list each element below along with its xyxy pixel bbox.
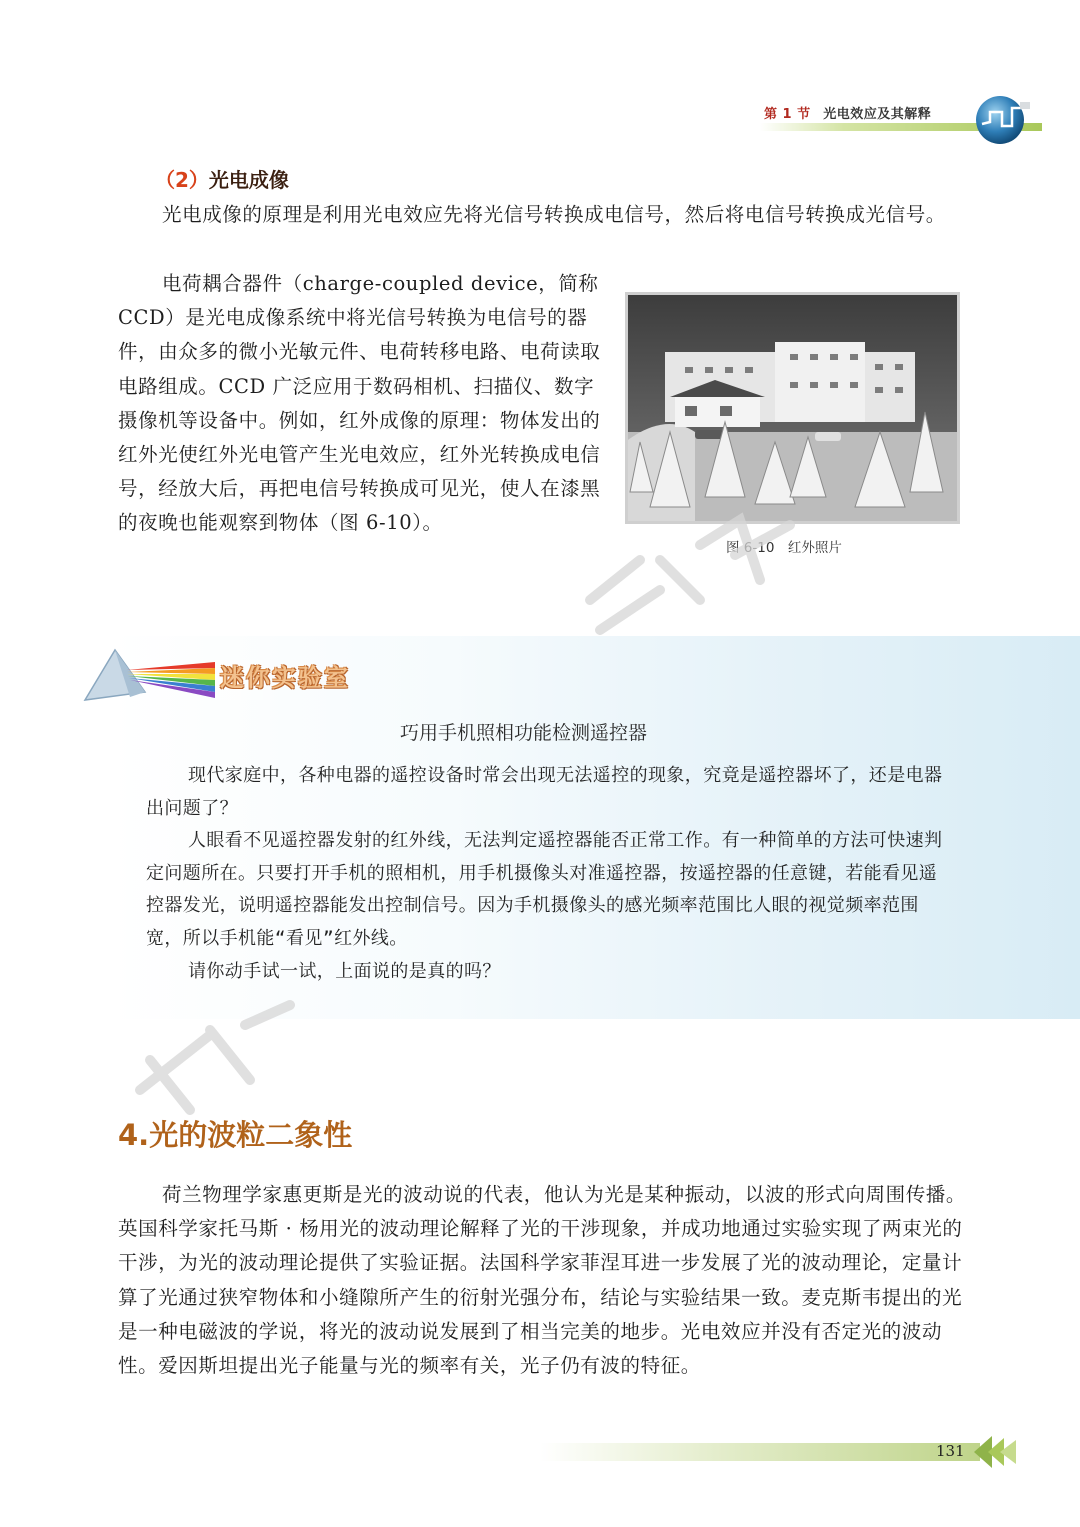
mini-lab-paragraph: 现代家庭中，各种电器的遥控设备时常会出现无法遥控的现象，究竟是遥控器坏了，还是电器出问题了？ <box>146 765 943 819</box>
mini-lab-title: 迷你实验室 <box>220 664 350 692</box>
globe-icon <box>972 92 1034 146</box>
header-section-name: 光电效应及其解释 <box>823 107 932 122</box>
subsection-prefix: （2） <box>155 168 209 192</box>
paragraph-wave-particle: 荷兰物理学家惠更斯是光的波动说的代表，他认为光是某种振动，以波的形式向周围传播。英国科学家托马斯 · 杨用光的波动理论解释了光的干涉现象，并成功地通过实验实现了两束光的干涉，为光的波动理论提供了实验证据。法国科学家菲涅耳进一步发展了光的波动理论，定量计算了光通过狭窄物体和小缝隙所产生的衍射光强分布，结论与实验结果一致。麦克斯韦提出的光是一种电磁波的学说，将光的波动说发展到了相当完美的地步。光电效应并没有否定光的波动性。爱因斯坦提出光子能量与光的频率有关，光子仍有波的特征。 <box>118 1183 967 1378</box>
page-arrows-icon <box>972 1432 1022 1472</box>
mini-lab-body <box>146 760 950 988</box>
mini-lab-subtitle: 巧用手机照相功能检测遥控器 <box>400 722 648 744</box>
paragraph-ccd: 电荷耦合器件（charge-coupled device，简称CCD）是光电成像系统中将光信号转换为电信号的器件，由众多的微小光敏元件、电荷转移电路、电荷读取电路组成。CCD 广泛应用于数码相机、扫描仪、数字摄像机等设备中。例如，红外成像的原理：物体发出的红外光使红外光电管产生光电效应，红外光转换成电信号，经放大后，再把电信号转换成可见光，使人在漆黑的夜晚也能观察到物体（图 6-10）。 <box>118 272 601 535</box>
page-number: 131 <box>936 1442 965 1460</box>
header-section-number: 第 1 节 <box>764 107 811 122</box>
subsection-title: 光电成像 <box>208 168 289 192</box>
figure-caption: 图 6-10 红外照片 <box>726 540 842 556</box>
paragraph-imaging-principle: 光电成像的原理是利用光电效应先将光信号转换成电信号，然后将电信号转换成光信号。 <box>162 203 946 226</box>
section-heading: 4.光的波粒二象性 <box>118 1118 353 1152</box>
subsection-heading <box>155 164 289 193</box>
infrared-photo <box>625 292 960 524</box>
footer-accent-bar <box>540 1443 980 1461</box>
running-header <box>764 103 931 122</box>
mini-lab-paragraph: 请你动手试一试，上面说的是真的吗？ <box>188 960 501 982</box>
mini-lab-paragraph: 人眼看不见遥控器发射的红外线，无法判定遥控器能否正常工作。有一种简单的方法可快速判定问题所在。只要打开手机的照相机，用手机摄像头对准遥控器，按遥控器的任意键，若能看见遥控器发光，说明遥控器能发出控制信号。因为手机摄像头的感光频率范围比人眼的视觉频率范围宽，所以手机能“看见”红外线。 <box>146 830 943 949</box>
